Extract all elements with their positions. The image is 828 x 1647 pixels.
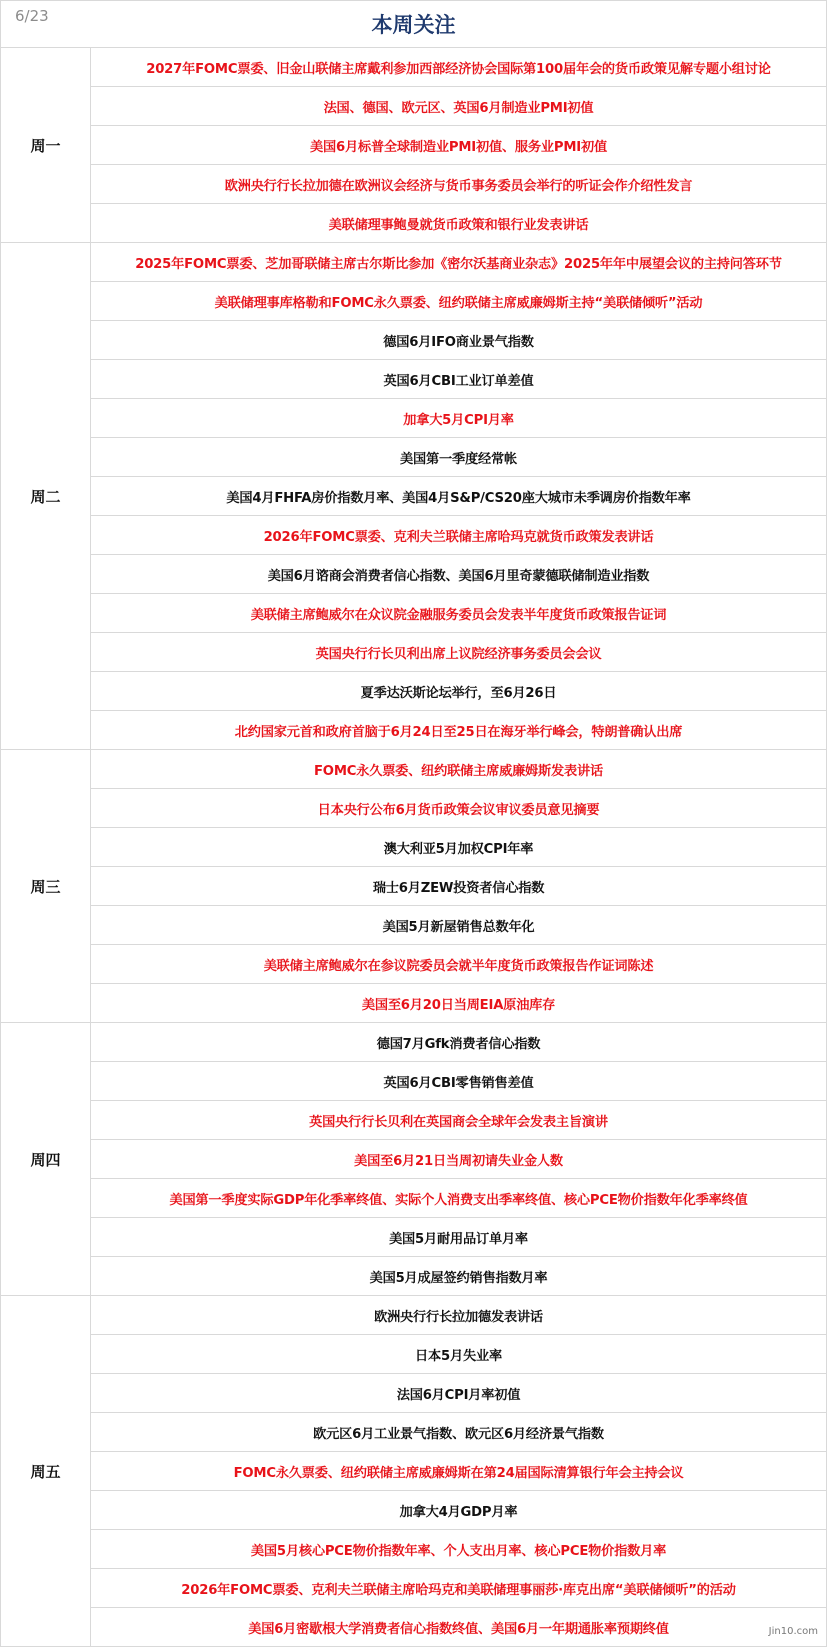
event-item: 美国6月标普全球制造业PMI初值、服务业PMI初值 (91, 126, 827, 165)
event-item: 美联储主席鲍威尔在众议院金融服务委员会发表半年度货币政策报告证词 (91, 594, 827, 633)
table-row (1, 126, 827, 165)
table-row (1, 87, 827, 126)
day-label: 周一 (1, 48, 91, 243)
table-row (1, 1101, 827, 1140)
event-item: 英国6月CBI零售销售差值 (91, 1062, 827, 1101)
day-label: 周三 (1, 750, 91, 1023)
event-item: 欧洲央行行长拉加德发表讲话 (91, 1296, 827, 1335)
table-row (1, 1374, 827, 1413)
table-row (1, 516, 827, 555)
table-row (1, 1335, 827, 1374)
event-item: 美国第一季度实际GDP年化季率终值、实际个人消费支出季率终值、核心PCE物价指数年化季率终值 (91, 1179, 827, 1218)
table-row (1, 906, 827, 945)
table-row (1, 945, 827, 984)
table-row (1, 867, 827, 906)
table-row (1, 438, 827, 477)
event-item: 英国6月CBI工业订单差值 (91, 360, 827, 399)
event-item: 法国6月CPI月率初值 (91, 1374, 827, 1413)
event-item: FOMC永久票委、纽约联储主席威廉姆斯在第24届国际清算银行年会主持会议 (91, 1452, 827, 1491)
event-item: 美联储主席鲍威尔在参议院委员会就半年度货币政策报告作证词陈述 (91, 945, 827, 984)
event-item: 英国央行行长贝利出席上议院经济事务委员会会议 (91, 633, 827, 672)
event-item: 美国5月成屋签约销售指数月率 (91, 1257, 827, 1296)
table-row (1, 1530, 827, 1569)
table-row (1, 1257, 827, 1296)
event-item: 夏季达沃斯论坛举行，至6月26日 (91, 672, 827, 711)
event-item: 美国至6月21日当周初请失业金人数 (91, 1140, 827, 1179)
table-row (1, 1296, 827, 1335)
table-row (1, 360, 827, 399)
day-label: 周四 (1, 1023, 91, 1296)
table-row (1, 750, 827, 789)
day-label: 周五 (1, 1296, 91, 1647)
event-item: 美国6月谘商会消费者信心指数、美国6月里奇蒙德联储制造业指数 (91, 555, 827, 594)
event-item: 德国7月Gfk消费者信心指数 (91, 1023, 827, 1062)
event-item: 加拿大4月GDP月率 (91, 1491, 827, 1530)
table-row (1, 1179, 827, 1218)
event-item: 2025年FOMC票委、芝加哥联储主席古尔斯比参加《密尔沃基商业杂志》2025年年中展望会议的主持问答环节 (91, 243, 827, 282)
table-row (1, 321, 827, 360)
table-row (1, 1569, 827, 1608)
watermark: Jin10.com (768, 1626, 818, 1637)
event-item: 加拿大5月CPI月率 (91, 399, 827, 438)
event-item: 2026年FOMC票委、克利夫兰联储主席哈玛克和美联储理事丽莎·库克出席“美联储倾听”的活动 (91, 1569, 827, 1608)
event-item: FOMC永久票委、纽约联储主席威廉姆斯发表讲话 (91, 750, 827, 789)
table-row (1, 984, 827, 1023)
event-item: 澳大利亚5月加权CPI年率 (91, 828, 827, 867)
table-row (1, 243, 827, 282)
date-label: 6/23 (15, 7, 49, 25)
event-item: 英国央行行长贝利在英国商会全球年会发表主旨演讲 (91, 1101, 827, 1140)
event-item: 美国5月核心PCE物价指数年率、个人支出月率、核心PCE物价指数月率 (91, 1530, 827, 1569)
event-item: 日本5月失业率 (91, 1335, 827, 1374)
events-table (0, 47, 827, 1647)
day-label: 周二 (1, 243, 91, 750)
event-item: 法国、德国、欧元区、英国6月制造业PMI初值 (91, 87, 827, 126)
event-item: 北约国家元首和政府首脑于6月24日至25日在海牙举行峰会，特朗普确认出席 (91, 711, 827, 750)
table-row (1, 828, 827, 867)
table-row (1, 282, 827, 321)
table-row (1, 1452, 827, 1491)
table-row (1, 477, 827, 516)
table-row (1, 204, 827, 243)
table-row (1, 633, 827, 672)
table-row (1, 48, 827, 87)
event-item: 2027年FOMC票委、旧金山联储主席戴利参加西部经济协会国际第100届年会的货币政策见解专题小组讨论 (91, 48, 827, 87)
table-row (1, 399, 827, 438)
event-item: 美国6月密歇根大学消费者信心指数终值、美国6月一年期通胀率预期终值 (91, 1608, 827, 1647)
table-row (1, 555, 827, 594)
event-item: 瑞士6月ZEW投资者信心指数 (91, 867, 827, 906)
table-row (1, 594, 827, 633)
table-row (1, 711, 827, 750)
table-row (1, 1062, 827, 1101)
table-row (1, 1023, 827, 1062)
event-item: 日本央行公布6月货币政策会议审议委员意见摘要 (91, 789, 827, 828)
event-item: 2026年FOMC票委、克利夫兰联储主席哈玛克就货币政策发表讲话 (91, 516, 827, 555)
event-item: 欧元区6月工业景气指数、欧元区6月经济景气指数 (91, 1413, 827, 1452)
table-row (1, 1491, 827, 1530)
table-row (1, 165, 827, 204)
event-item: 德国6月IFO商业景气指数 (91, 321, 827, 360)
table-row (1, 1140, 827, 1179)
table-row (1, 1413, 827, 1452)
event-item: 美国第一季度经常帐 (91, 438, 827, 477)
page-title: 本周关注 (371, 13, 456, 37)
table-row (1, 672, 827, 711)
header (0, 0, 827, 47)
event-item: 美国5月新屋销售总数年化 (91, 906, 827, 945)
event-item: 美国5月耐用品订单月率 (91, 1218, 827, 1257)
event-item: 欧洲央行行长拉加德在欧洲议会经济与货币事务委员会举行的听证会作介绍性发言 (91, 165, 827, 204)
events-table-body (1, 48, 827, 1647)
event-item: 美国4月FHFA房价指数月率、美国4月S&P/CS20座大城市未季调房价指数年率 (91, 477, 827, 516)
table-row (1, 1218, 827, 1257)
event-item: 美联储理事库格勒和FOMC永久票委、纽约联储主席威廉姆斯主持“美联储倾听”活动 (91, 282, 827, 321)
event-item: 美国至6月20日当周EIA原油库存 (91, 984, 827, 1023)
event-item: 美联储理事鲍曼就货币政策和银行业发表讲话 (91, 204, 827, 243)
table-row (1, 789, 827, 828)
